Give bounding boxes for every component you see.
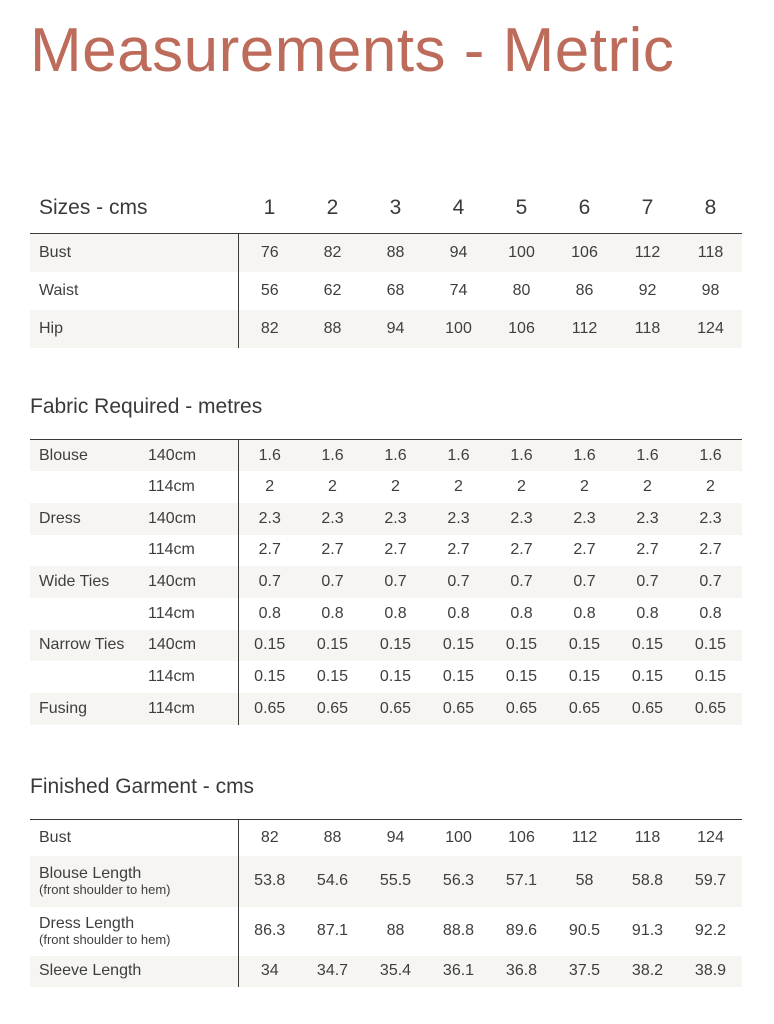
- table-cell: 112: [553, 310, 616, 348]
- table-cell: 2: [238, 471, 301, 503]
- fabric-width: 114cm: [148, 693, 238, 725]
- table-cell: 0.15: [379, 668, 412, 686]
- table-cell: 34: [238, 956, 301, 987]
- table-cell: 100: [445, 828, 472, 846]
- finished-section: [30, 770, 742, 987]
- table-cell: 0.15: [490, 630, 553, 662]
- size-col-8: 8: [704, 196, 717, 219]
- row-label: [30, 471, 148, 503]
- row-label-cell: [30, 820, 238, 856]
- table-cell: 2: [517, 478, 526, 496]
- table-cell: 1.6: [616, 440, 679, 472]
- table-cell: 0.15: [568, 668, 601, 686]
- fabric-width: 140cm: [148, 630, 238, 662]
- table-cell: 2.3: [364, 503, 427, 535]
- table-cell: 0.15: [553, 630, 616, 662]
- table-cell: 118: [616, 310, 679, 348]
- row-note: (front shoulder to hem): [39, 932, 171, 947]
- size-col-4: 4: [452, 196, 465, 219]
- table-cell: 68: [386, 281, 405, 299]
- table-cell: 2.7: [636, 541, 659, 559]
- table-cell: 0.8: [699, 604, 722, 622]
- table-cell: 106: [490, 310, 553, 348]
- table-cell: 94: [427, 234, 490, 272]
- sizes-section: [30, 183, 742, 348]
- table-cell: 92: [638, 281, 657, 299]
- table-cell: 0.65: [553, 693, 616, 725]
- row-note: (front shoulder to hem): [39, 882, 171, 897]
- table-cell: 0.15: [679, 630, 742, 662]
- table-cell: 0.7: [364, 566, 427, 598]
- table-cell: 80: [512, 281, 531, 299]
- table-cell: 0.65: [364, 693, 427, 725]
- size-col-5: 5: [515, 196, 528, 219]
- row-label-cell: [30, 956, 238, 987]
- table-cell: 0.15: [694, 668, 727, 686]
- table-cell: 0.7: [679, 566, 742, 598]
- finished-table: [30, 819, 742, 987]
- table-cell: 1.6: [679, 440, 742, 472]
- size-col-1: 1: [263, 196, 276, 219]
- table-cell: 2.3: [490, 503, 553, 535]
- table-cell: 2: [391, 478, 400, 496]
- table-cell: 82: [301, 234, 364, 272]
- table-cell: 1.6: [490, 440, 553, 472]
- row-label: Dress: [30, 503, 148, 535]
- table-cell: 89.6: [505, 922, 538, 939]
- table-cell: 112: [571, 828, 598, 846]
- table-cell: 0.15: [238, 630, 301, 662]
- table-row: [30, 566, 742, 598]
- row-label: [30, 661, 148, 693]
- table-cell: 2.7: [238, 535, 301, 567]
- table-cell: 0.7: [490, 566, 553, 598]
- table-cell: 1.6: [238, 440, 301, 472]
- table-cell: 0.15: [427, 630, 490, 662]
- table-cell: 0.8: [384, 604, 407, 622]
- table-cell: 88: [386, 922, 405, 939]
- table-cell: 2: [580, 478, 589, 496]
- table-row: [30, 535, 742, 567]
- table-cell: 76: [238, 234, 301, 272]
- table-cell: 88.8: [442, 922, 475, 939]
- row-label: Bust: [39, 828, 72, 846]
- table-cell: 106: [508, 828, 535, 846]
- table-row: [30, 310, 742, 348]
- table-cell: 124: [697, 828, 724, 846]
- row-label: Dress Length: [39, 915, 135, 932]
- table-cell: 88: [301, 310, 364, 348]
- table-cell: 94: [364, 310, 427, 348]
- fabric-width: 114cm: [148, 478, 195, 496]
- table-cell: 2.7: [321, 541, 344, 559]
- table-cell: 2.7: [573, 541, 596, 559]
- table-cell: 62: [323, 281, 342, 299]
- table-cell: 74: [449, 281, 468, 299]
- table-cell: 2: [328, 478, 337, 496]
- table-cell: 100: [427, 310, 490, 348]
- table-cell: 38.9: [679, 956, 742, 987]
- table-cell: 86: [575, 281, 594, 299]
- table-cell: 2.3: [679, 503, 742, 535]
- row-label: Waist: [39, 281, 79, 299]
- table-cell: 118: [679, 234, 742, 272]
- table-cell: 86.3: [238, 907, 301, 956]
- table-cell: 0.15: [316, 668, 349, 686]
- table-cell: 36.1: [427, 956, 490, 987]
- table-cell: 0.15: [238, 661, 301, 693]
- table-cell: 1.6: [301, 440, 364, 472]
- table-cell: 90.5: [568, 922, 601, 939]
- table-cell: 53.8: [238, 856, 301, 907]
- row-label: Hip: [30, 310, 238, 348]
- row-label-cell: [30, 907, 238, 956]
- table-row: [30, 956, 742, 987]
- table-row: [30, 272, 742, 310]
- table-cell: 56: [238, 272, 301, 310]
- table-cell: 0.8: [573, 604, 596, 622]
- table-cell: 38.2: [616, 956, 679, 987]
- fabric-width: 140cm: [148, 440, 238, 472]
- row-label: [30, 535, 148, 567]
- row-label-cell: [30, 856, 238, 907]
- table-cell: 0.65: [616, 693, 679, 725]
- table-cell: 88: [364, 234, 427, 272]
- table-cell: 82: [238, 820, 301, 856]
- table-cell: 2.7: [447, 541, 470, 559]
- table-cell: 2: [706, 478, 715, 496]
- table-cell: 0.8: [238, 598, 301, 630]
- table-cell: 0.7: [301, 566, 364, 598]
- table-cell: 92.2: [694, 922, 727, 939]
- table-cell: 2.3: [238, 503, 301, 535]
- table-row: [30, 661, 742, 693]
- row-label: [30, 598, 148, 630]
- finished-section-title: Finished Garment - cms: [30, 775, 255, 798]
- table-cell: 106: [553, 234, 616, 272]
- table-row: [30, 598, 742, 630]
- table-cell: 112: [616, 234, 679, 272]
- table-cell: 0.7: [427, 566, 490, 598]
- table-cell: 2: [454, 478, 463, 496]
- table-cell: 100: [490, 234, 553, 272]
- table-cell: 0.7: [238, 566, 301, 598]
- fabric-width: 140cm: [148, 566, 238, 598]
- fabric-width: 114cm: [148, 604, 195, 622]
- size-col-7: 7: [641, 196, 654, 219]
- table-cell: 0.65: [490, 693, 553, 725]
- table-cell: 0.15: [505, 668, 538, 686]
- fabric-width: 140cm: [148, 503, 238, 535]
- table-cell: 35.4: [364, 956, 427, 987]
- table-cell: 57.1: [490, 856, 553, 907]
- table-cell: 37.5: [553, 956, 616, 987]
- table-cell: 1.6: [427, 440, 490, 472]
- table-cell: 0.8: [447, 604, 470, 622]
- table-row: [30, 630, 742, 662]
- table-cell: 58: [553, 856, 616, 907]
- table-cell: 2.3: [616, 503, 679, 535]
- table-row: [30, 820, 742, 856]
- table-row: [30, 693, 742, 725]
- table-cell: 34.7: [301, 956, 364, 987]
- table-cell: 2.3: [553, 503, 616, 535]
- row-label: Bust: [30, 234, 238, 272]
- row-label: Wide Ties: [30, 566, 148, 598]
- table-cell: 0.8: [636, 604, 659, 622]
- table-cell: 0.8: [510, 604, 533, 622]
- table-cell: 2.3: [301, 503, 364, 535]
- fabric-width: 114cm: [148, 541, 195, 559]
- table-cell: 1.6: [364, 440, 427, 472]
- table-cell: 2.3: [427, 503, 490, 535]
- table-cell: 0.15: [616, 630, 679, 662]
- size-col-3: 3: [389, 196, 402, 219]
- fabric-section-title: Fabric Required - metres: [30, 395, 263, 418]
- table-cell: 0.15: [301, 630, 364, 662]
- table-cell: 0.65: [427, 693, 490, 725]
- table-cell: 2: [643, 478, 652, 496]
- table-cell: 0.15: [631, 668, 664, 686]
- table-cell: 124: [679, 310, 742, 348]
- table-cell: 91.3: [631, 922, 664, 939]
- table-cell: 118: [634, 828, 661, 846]
- row-label: Fusing: [30, 693, 148, 725]
- table-cell: 2.7: [510, 541, 533, 559]
- table-cell: 0.7: [616, 566, 679, 598]
- table-cell: 2.7: [384, 541, 407, 559]
- table-cell: 56.3: [427, 856, 490, 907]
- table-cell: 98: [701, 281, 720, 299]
- table-cell: 88: [323, 828, 342, 846]
- page-title: Measurements - Metric: [30, 16, 675, 85]
- sizes-header-row: [30, 183, 742, 233]
- table-row: [30, 503, 742, 535]
- table-cell: 54.6: [301, 856, 364, 907]
- row-label: Blouse: [30, 440, 148, 472]
- row-label: Narrow Ties: [30, 630, 148, 662]
- row-label: Sleeve Length: [39, 962, 142, 979]
- table-cell: 55.5: [364, 856, 427, 907]
- table-row: [30, 471, 742, 503]
- sizes-table: [30, 233, 742, 348]
- table-cell: 59.7: [679, 856, 742, 907]
- table-cell: 87.1: [316, 922, 349, 939]
- table-cell: 36.8: [490, 956, 553, 987]
- size-col-6: 6: [578, 196, 591, 219]
- table-cell: 82: [238, 310, 301, 348]
- table-row: [30, 907, 742, 956]
- table-cell: 2.7: [699, 541, 722, 559]
- table-cell: 0.15: [442, 668, 475, 686]
- table-row: [30, 440, 742, 472]
- table-cell: 1.6: [553, 440, 616, 472]
- table-cell: 0.65: [238, 693, 301, 725]
- fabric-table: [30, 439, 742, 725]
- row-label: Blouse Length: [39, 865, 142, 882]
- size-col-2: 2: [326, 196, 339, 219]
- sizes-header-label: Sizes - cms: [39, 196, 148, 219]
- table-cell: 58.8: [616, 856, 679, 907]
- table-row: [30, 856, 742, 907]
- table-cell: 94: [386, 828, 405, 846]
- table-cell: 0.65: [679, 693, 742, 725]
- table-cell: 0.15: [364, 630, 427, 662]
- table-row: [30, 234, 742, 272]
- table-cell: 0.8: [321, 604, 344, 622]
- table-cell: 0.65: [301, 693, 364, 725]
- fabric-section: [30, 390, 742, 725]
- table-cell: 0.7: [553, 566, 616, 598]
- fabric-width: 114cm: [148, 668, 195, 686]
